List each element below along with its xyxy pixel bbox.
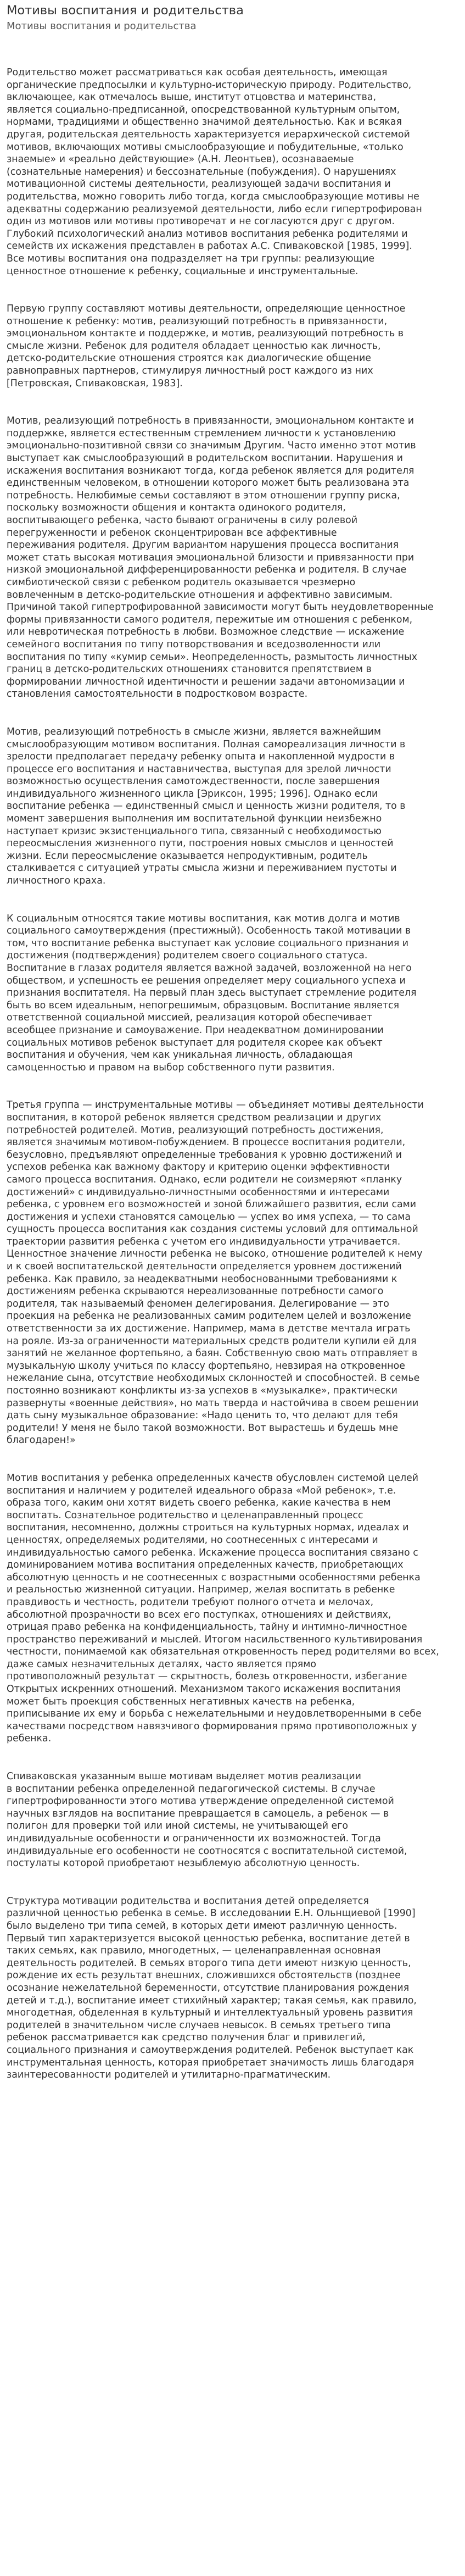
page-title: Мотивы воспитания и родительства bbox=[7, 3, 244, 18]
paragraph-pedagogical-system-motive: Спиваковская указанным выше мотивам выделяет мотив реализации в воспитании ребенка определенной педагогической системы. В случае гипертрофированности этого мотива утверждение определенной системой научных взглядов на воспитание превращается в самоцель, а ребенок — в полигон для проверки той или иной системы, не учитывающей его индивидуальные особенности и ограниченности их возможностей. Тогда индивидуальные его особенности не соотносятся с воспитательной системой, постулаты которой приобретают незыблемую абсолютную ценность. bbox=[7, 1771, 407, 1869]
paragraph-attachment-motive: Мотив, реализующий потребность в привязанности, эмоциональном контакте и поддержке, является естественным стремлением личности к установлению эмоционально-позитивной связи со значимым Другим. Часто именно этот мотив выступает как смыслообразующий в родительском воспитании. Нарушения и искажения воспитания возникают тогда, когда ребенок является для родителя единственным человеком, в отношении которого может быть реализована эта потребность. Нелюбимые семьи составляют в этом отношении группу риска, поскольку возможности общения и контакта одинокого родителя, воспитывающего ребенка, часто бывают ограничены в силу ролевой перегруженности и ребенок сконцентрирован все аффективные переживания родителя. Другим вариантом нарушения процесса воспитания может стать высокая мотивация эмоциональной близости и привязанности при низкой эмоциональной дифференцированности ребенка и родителя. В случае симбиотической связи с ребенком родитель оказывается чрезмерно вовлеченным в детско-родительские отношения и аффективно зависимым. Причиной такой гипертрофированной зависимости могут быть неудовлетворенные формы привязанности самого родителя, пережитые им отношения с ребенком, или невротическая потребность в любви. Возможное следствие — искажение семейного воспитания по типу потворствования и вседозволенности или воспитания по типу «кумир семьи». Неопределенность, размытость личностных границ в детско-родительских отношениях становится препятствием в формировании личностной идентичности и решении задачи автономизации и становления самостоятельности в подростковом возрасте. bbox=[7, 415, 434, 700]
breadcrumb: Мотивы воспитания и родительства bbox=[7, 20, 197, 32]
paragraph-instrumental-motives: Третья группа — инструментальные мотивы — объединяет мотивы деятельности воспитания, в которой ребенок является средством реализации и других потребностей родителей. Мотив, реализующий потребность достижения, является значимым мотивом-побуждением. В процессе воспитания родители, безусловно, предъявляют определенные требования к уровню достижений и успехов ребенка как важному фактору и критерию оценки эффективности самого процесса воспитания. Однако, если родители не соизмеряют «планку достижений» с индивидуально-личностными особенностями и интересами ребенка, с уровнем его возможностей и зоной ближайшего развития, если сами достижения и успехи становятся самоцелью — успех во имя успеха, — то сама сущность процесса воспитания как создания системы условий для оптимальной траектории развития ребенка с учетом его индивидуальности утрачивается. Ценностное значение личности ребенка не высоко, отношение родителей к нему и к своей воспитательской деятельности определяется уровнем достижений ребенка. Как правило, за неадекватными необоснованными требованиями к достижениям ребенка скрываются нереализованные потребности самого родителя, так называемый феномен делегирования. Делегирование — это проекция на ребенка не реализованных самим родителем целей и возложение ответственности за их достижение. Например, мама в детстве мечтала играть на рояле. Из-за ограниченности материальных средств родители купили ей для занятий не желанное фортепьяно, а баян. Собственную свою мать отправляет в музыкальную школу учиться по классу фортепьяно, невзирая на откровенное нежелание сына, отсутствие необходимых склонностей и способностей. В семье постоянно возникают конфликты из-за успехов в «музыкалке», практически развернуты «военные действия», но мать тверда и настойчива в своем решении дать сыну музыкальное образование: «Надо ценить то, что делают для тебя родители! У меня не было такой возможности. Вот вырастешь и будешь мне благодарен!» bbox=[7, 1100, 424, 1446]
paragraph-meaning-of-life-motive: Мотив, реализующий потребность в смысле жизни, является важнейшим смыслообразующим мотивом воспитания. Полная самореализация личности в зрелости предполагает передачу ребенку опыта и накопленной мудрости в процессе его воспитания и наставничества, выступая для зрелой личности возможностью осуществления самотождественности, после завершения индивидуального жизненного цикла [Эриксон, 1995; 1996]. Однако если воспитание ребенка — единственный смысл и ценность жизни родителя, то в момент завершения выполнения им воспитательной функции неизбежно наступает кризис экзистенциального типа, связанный с необходимостью переосмысления жизненного пути, построения новых смыслов и ценностей жизни. Если переосмысление оказывается непродуктивным, родитель сталкивается с ситуацией утраты смысла жизни и переживанием пустоты и личностного краха. bbox=[7, 726, 406, 887]
paragraph-social-motives: К социальным относятся такие мотивы воспитания, как мотив долга и мотив социального самоутверждения (престижный). Особенность такой мотивации в том, что воспитание ребенка выступает как условие социального признания и достижения (подтверждения) родителем своего социального статуса. Воспитание в глазах родителя является важной задачей, возложенной на него обществом, и успешность ее решения определяет меру социального успеха и признания воспитателя. На первый план здесь выступает стремление родителя быть во всем идеальным, непогрешимым, образцовым. Воспитание является ответственной социальной миссией, реализация которой обеспечивает всеобщее признание и самоуважение. При неадекватном доминировании социальных мотивов ребенок выступает для родителя скорее как объект воспитания и обучения, чем как уникальная личность, обладающая самоценностью и правом на выбор собственного пути развития. bbox=[7, 913, 417, 1073]
paragraph-qualities-motive: Мотив воспитания у ребенка определенных качеств обусловлен системой целей воспитания и наличием у родителей идеального образа «Мой ребенок», т.е. образа того, каким они хотят видеть своего ребенка, какие качества в нем воспитать. Сознательное родительство и целенаправленный процесс воспитания, несомненно, должны строиться на культурных нормах, идеалах и ценностях, определяемых родителями, но соотнесенных с интересами и индивидуальностью самого ребенка. Искажение процесса воспитания связано с доминированием мотива воспитания определенных качеств, приобретающих абсолютную ценность и не соотнесенных с возрастными особенностями ребенка и реальностью жизненной ситуации. Например, желая воспитать в ребенке правдивость и честность, родители требуют полного отчета и мелочах, абсолютной прозрачности во всех его поступках, отношениях и действиях, отрицая право ребенка на конфиденциальность, тайну и интимно-личностное пространство переживаний и мыслей. Итогом насильственного культивирования честности, понимаемой как обязательная откровенность перед родителями во всех, даже самых незначительных деталях, часто является прямо противоположный результат — скрытность, болезь откровенности, избегание Открытых искренних отношений. Механизмом такого искажения воспитания может быть проекция собственных негативных качеств на ребенка, приписывание их ему и борьба с нежелательными и неудовлетворенными в себе качествами посредством навязчивого формирования прямо противоположных у ребенка. bbox=[7, 1472, 439, 1745]
paragraph-intro: Родительство может рассматриваться как особая деятельность, имеющая органические предпосылки и культурно-историческую природу. Родительство, включающее, как отмечалось выше, институт отцовства и материнства, является социально-предписанной, опосредствованной культурным опытом, нормами, традициями и общественно значимой деятельностью. Как и всякая другая, родительская деятельность характеризуется иерархической системой мотивов, включающих мотивы смыслообразующие и побудительные, «только знаемые» и «реально действующие» (А.Н. Леонтьев), осознаваемые (сознательные намерения) и бессознательные (побуждения). О нарушениях мотивационной системы деятельности, реализующей задачи воспитания и родительства, можно говорить либо тогда, когда смыслообразующие мотивы не адекватны содержанию реализуемой деятельности, либо если гипертрофирован один из мотивов или мотивы противоречат и не согласуются друг с другом. Глубокий психологический анализ мотивов воспитания ребенка родителями и семейств их искажения представлен в работах А.С. Спиваковской [1985, 1999]. Все мотивы воспитания она подразделяет на три группы: реализующие ценностное отношение к ребенку, социальные и инструментальные. bbox=[7, 67, 422, 277]
paragraph-value-motives: Первую группу составляют мотивы деятельности, определяющие ценностное отношение к ребенку: мотив, реализующий потребность в привязанности, эмоциональном контакте и поддержке, и мотив, реализующий потребность в смысле жизни. Ребенок для родителя обладает ценностью как личность, детско-родительские отношения строятся как диалогические общение равноправных партнеров, стимулируя личностный рост каждого из них [Петровская, Спиваковская, 1983]. bbox=[7, 303, 406, 389]
paragraph-family-types: Структура мотивации родительства и воспитания детей определяется различной ценностью ребенка в семье. В исследовании Е.Н. Ольнщиевой [1990] было выделено три типа семей, в которых дети имеют различную ценность. Первый тип характеризуется высокой ценностью ребенка, воспитание детей в таких семьях, как правило, многодетных, — целенаправленная основная деятельность родителей. В семьях второго типа дети имеют низкую ценность, рождение их есть результат внешних, сложившихся обстоятельств (позднее осознание нежелательной беременности, отсутствие планирования рождения детей и т.д.), воспитание имеет стихийный характер; такая семья, как правило, многодетная, обделенная в культурный и интеллектуальный уровень развития родителей в значительном числе случаев невысок. В семьях третьего типа ребенок рассматривается как средство получения благ и привилегий, социального признания и самоутверждения родителей. Ребенок выступает как инструментальная ценность, которая приобретает значимость лишь благодаря заинтересованности родителей и утилитарно-прагматическим. bbox=[7, 1895, 417, 2081]
article-body bbox=[7, 66, 458, 2081]
